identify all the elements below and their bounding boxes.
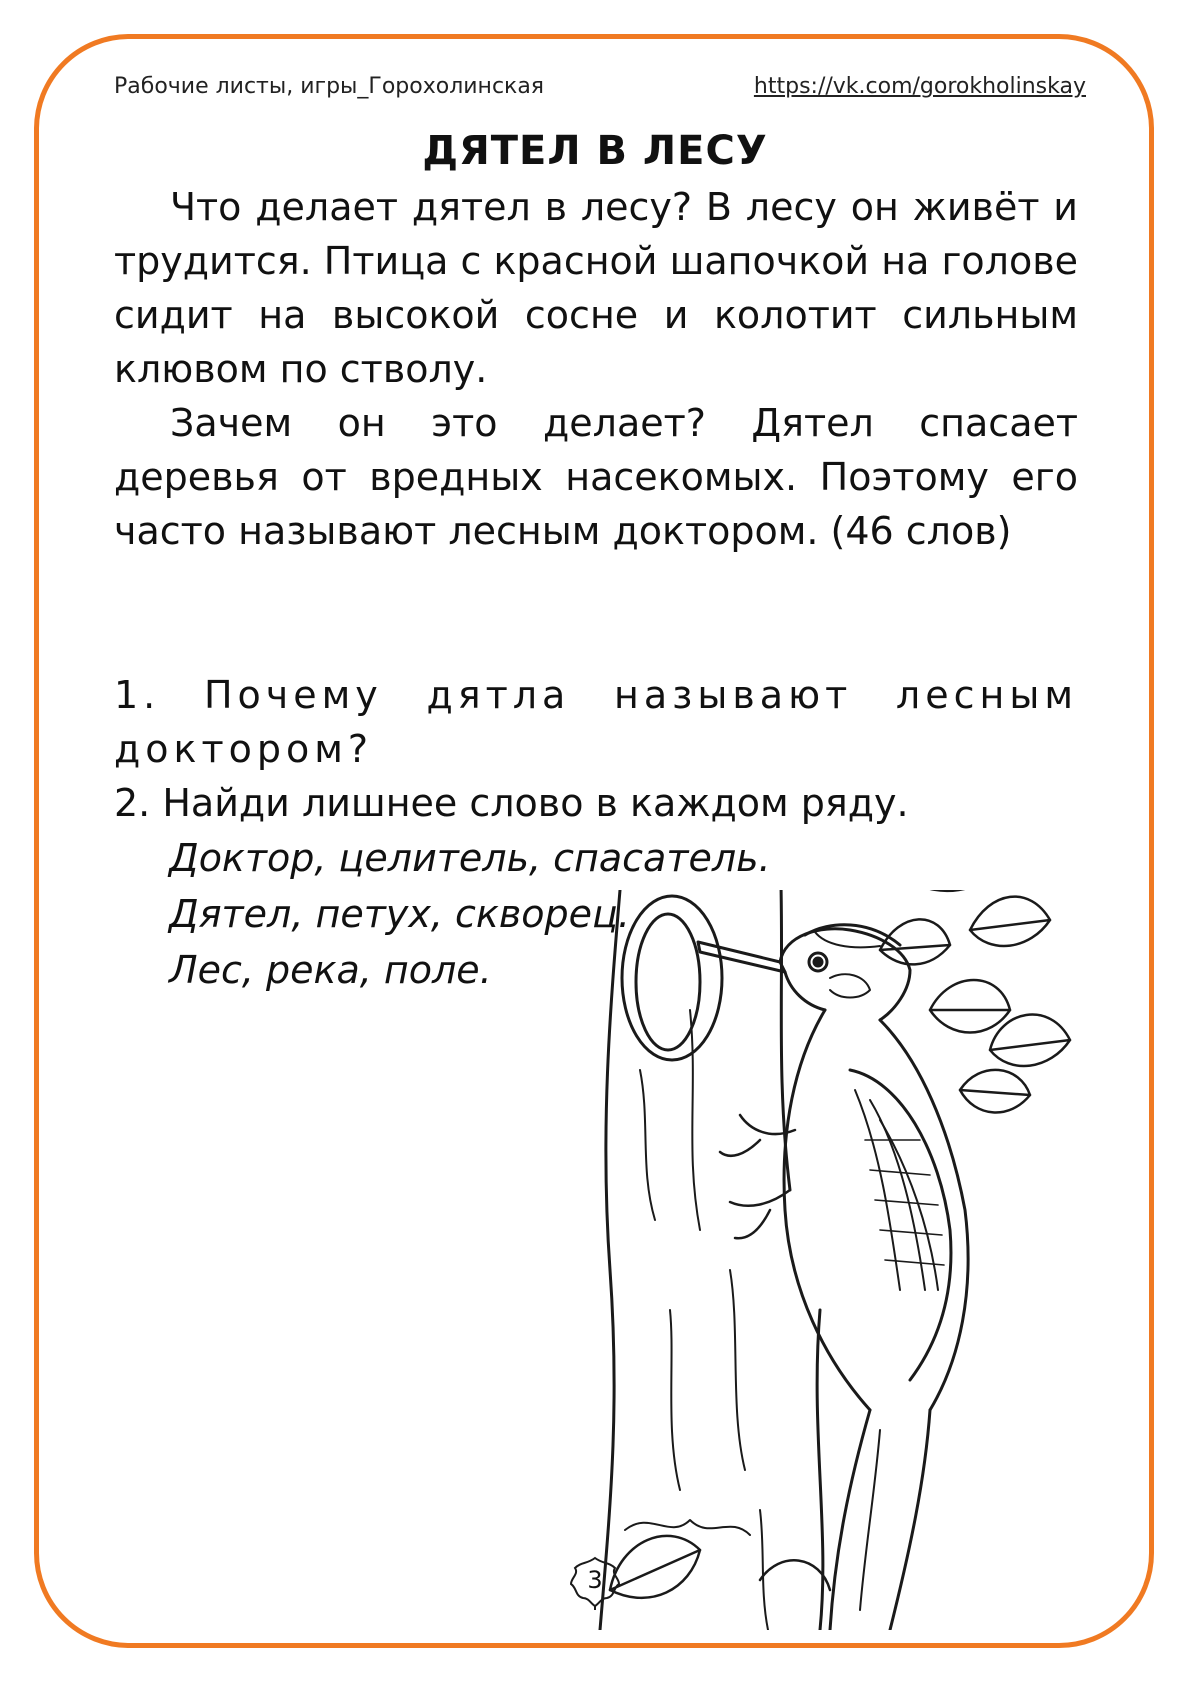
page-number: 3 xyxy=(587,1566,603,1594)
woodpecker xyxy=(698,925,968,1630)
birch-leaves xyxy=(880,890,1070,1112)
story-paragraph-1 xyxy=(114,180,1078,396)
question-2: 2. Найди лишнее слово в каждом ряду. xyxy=(114,781,909,825)
ground-leaves xyxy=(610,1536,830,1598)
header-author: Рабочие листы, игры_Горохолинская xyxy=(114,74,545,99)
paragraph-text: Зачем он это делает? Дятел спасает деревья от вредных насекомых. Поэтому его часто называют лесным доктором. (46 слов) xyxy=(114,401,1078,553)
story-paragraph-2 xyxy=(114,396,1078,558)
woodpecker-on-tree-illustration xyxy=(580,890,1140,1630)
paragraph-text: Что делает дятел в лесу? В лесу он живёт и трудится. Птица с красной шапочкой на голове сидит на высокой сосне и колотит сильным клювом по стволу. xyxy=(114,185,1078,391)
tree-hollow xyxy=(622,896,722,1060)
page-number-badge xyxy=(565,1554,625,1610)
header-link[interactable]: https://vk.com/gorokholinskay xyxy=(753,74,1086,99)
question-1: 1. Почему дятла называют лесным доктором? xyxy=(114,673,1078,771)
word-row-3: Лес, река, поле. xyxy=(169,948,492,992)
word-row-2: Дятел, петух, скворец. xyxy=(169,892,630,936)
word-row-1: Доктор, целитель, спасатель. xyxy=(169,836,771,880)
page-title: ДЯТЕЛ В ЛЕСУ xyxy=(422,128,768,174)
tree-trunk xyxy=(600,890,823,1630)
